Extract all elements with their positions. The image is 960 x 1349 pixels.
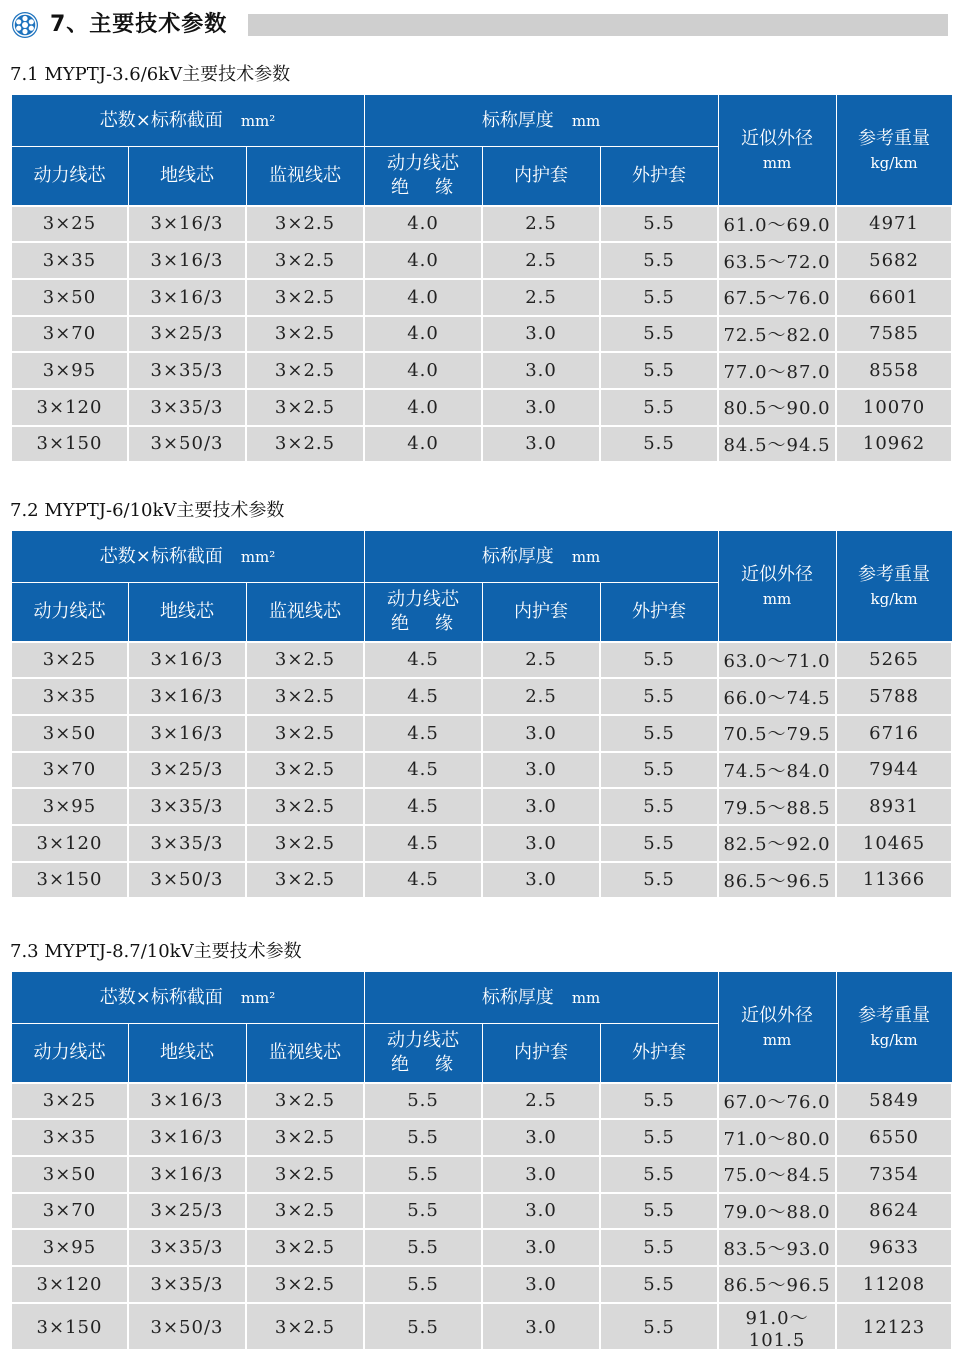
cell-outer-sheath: 5.5 — [600, 678, 718, 715]
cell-insulation: 5.5 — [364, 1193, 482, 1230]
cell-monitor-core: 3×2.5 — [246, 279, 364, 316]
cell-inner-sheath: 3.0 — [482, 352, 600, 389]
cell-insulation: 4.5 — [364, 642, 482, 679]
cell-outer-diameter: 84.5～94.5 — [718, 426, 836, 463]
cell-ground-core: 3×35/3 — [128, 1229, 246, 1266]
cell-outer-sheath: 5.5 — [600, 1266, 718, 1303]
cell-weight: 4971 — [836, 206, 952, 243]
table-row — [11, 1229, 952, 1266]
title-decoration-bar — [248, 14, 948, 36]
table-row — [11, 242, 952, 279]
table-row — [11, 715, 952, 752]
header-thickness: 标称厚度 mm — [364, 95, 718, 147]
cell-power-core: 3×150 — [11, 1303, 128, 1349]
cell-weight: 7354 — [836, 1156, 952, 1193]
table-row — [11, 752, 952, 789]
cell-power-core: 3×35 — [11, 1119, 128, 1156]
cell-ground-core: 3×25/3 — [128, 752, 246, 789]
cell-ground-core: 3×16/3 — [128, 715, 246, 752]
cell-outer-sheath: 5.5 — [600, 352, 718, 389]
cell-ground-core: 3×16/3 — [128, 678, 246, 715]
cell-insulation: 4.5 — [364, 862, 482, 899]
cell-power-core: 3×150 — [11, 862, 128, 899]
cell-outer-diameter: 77.0～87.0 — [718, 352, 836, 389]
cell-inner-sheath: 2.5 — [482, 678, 600, 715]
table-row — [11, 352, 952, 389]
section-title: 7.1 MYPTJ-3.6/6kV主要技术参数 — [10, 64, 291, 85]
cell-power-core: 3×120 — [11, 389, 128, 426]
header-weight: 参考重量 kg/km — [836, 95, 952, 206]
header-inner-sheath: 内护套 — [482, 583, 600, 642]
header-monitor-core: 监视线芯 — [246, 147, 364, 206]
cell-inner-sheath: 2.5 — [482, 206, 600, 243]
cell-outer-sheath: 5.5 — [600, 242, 718, 279]
cell-power-core: 3×25 — [11, 206, 128, 243]
cell-power-core: 3×25 — [11, 642, 128, 679]
cell-ground-core: 3×25/3 — [128, 1193, 246, 1230]
cell-outer-sheath: 5.5 — [600, 1156, 718, 1193]
cell-monitor-core: 3×2.5 — [246, 389, 364, 426]
cell-ground-core: 3×16/3 — [128, 242, 246, 279]
cell-power-core: 3×95 — [11, 352, 128, 389]
cell-inner-sheath: 3.0 — [482, 1156, 600, 1193]
header-ground-core: 地线芯 — [128, 1024, 246, 1083]
table-row — [11, 825, 952, 862]
cell-power-core: 3×35 — [11, 242, 128, 279]
cell-monitor-core: 3×2.5 — [246, 316, 364, 353]
cell-insulation: 4.0 — [364, 389, 482, 426]
logo-icon — [12, 12, 38, 38]
cell-monitor-core: 3×2.5 — [246, 1156, 364, 1193]
header-outer-diameter: 近似外径 mm — [718, 972, 836, 1083]
header-outer-diameter: 近似外径 mm — [718, 531, 836, 642]
cell-outer-sheath: 5.5 — [600, 1303, 718, 1349]
cell-outer-diameter: 72.5～82.0 — [718, 316, 836, 353]
cell-weight: 7944 — [836, 752, 952, 789]
cell-outer-sheath: 5.5 — [600, 1083, 718, 1120]
cell-outer-sheath: 5.5 — [600, 389, 718, 426]
cell-outer-sheath: 5.5 — [600, 825, 718, 862]
cell-monitor-core: 3×2.5 — [246, 1083, 364, 1120]
cell-outer-sheath: 5.5 — [600, 715, 718, 752]
cell-inner-sheath: 2.5 — [482, 642, 600, 679]
cell-power-core: 3×50 — [11, 279, 128, 316]
cell-power-core: 3×25 — [11, 1083, 128, 1120]
table-row — [11, 1083, 952, 1120]
cell-weight: 7585 — [836, 316, 952, 353]
table-row — [11, 389, 952, 426]
cell-monitor-core: 3×2.5 — [246, 1266, 364, 1303]
cell-ground-core: 3×16/3 — [128, 1083, 246, 1120]
cell-outer-diameter: 79.0～88.0 — [718, 1193, 836, 1230]
cell-outer-sheath: 5.5 — [600, 752, 718, 789]
table-row — [11, 206, 952, 243]
header-monitor-core: 监视线芯 — [246, 583, 364, 642]
cell-insulation: 4.0 — [364, 242, 482, 279]
cell-weight: 11208 — [836, 1266, 952, 1303]
header-thickness: 标称厚度 mm — [364, 972, 718, 1024]
table-row — [11, 316, 952, 353]
table-row — [11, 642, 952, 679]
cell-weight: 5849 — [836, 1083, 952, 1120]
cell-outer-diameter: 80.5～90.0 — [718, 389, 836, 426]
cell-power-core: 3×95 — [11, 788, 128, 825]
cell-outer-diameter: 79.5～88.5 — [718, 788, 836, 825]
cell-outer-diameter: 61.0～69.0 — [718, 206, 836, 243]
cell-outer-sheath: 5.5 — [600, 316, 718, 353]
page-header — [8, 8, 952, 42]
table-row — [11, 1119, 952, 1156]
header-insulation: 动力线芯 绝缘 — [364, 583, 482, 642]
header-insulation: 动力线芯 绝缘 — [364, 147, 482, 206]
cell-outer-diameter: 91.0～101.5 — [718, 1303, 836, 1349]
cell-insulation: 5.5 — [364, 1119, 482, 1156]
header-ground-core: 地线芯 — [128, 147, 246, 206]
cell-inner-sheath: 3.0 — [482, 1266, 600, 1303]
cell-weight: 10962 — [836, 426, 952, 463]
cell-weight: 9633 — [836, 1229, 952, 1266]
cell-outer-sheath: 5.5 — [600, 642, 718, 679]
header-core-section: 芯数×标称截面 mm² — [11, 95, 364, 147]
cell-inner-sheath: 3.0 — [482, 825, 600, 862]
cell-inner-sheath: 3.0 — [482, 389, 600, 426]
cell-weight: 8931 — [836, 788, 952, 825]
cell-outer-diameter: 70.5～79.5 — [718, 715, 836, 752]
cell-inner-sheath: 3.0 — [482, 1119, 600, 1156]
table-row — [11, 788, 952, 825]
cell-ground-core: 3×35/3 — [128, 352, 246, 389]
cell-monitor-core: 3×2.5 — [246, 426, 364, 463]
cell-weight: 10070 — [836, 389, 952, 426]
cell-ground-core: 3×50/3 — [128, 426, 246, 463]
table-row — [11, 426, 952, 463]
table-row — [11, 1303, 952, 1349]
spec-table — [10, 530, 953, 899]
table-row — [11, 279, 952, 316]
header-insulation: 动力线芯 绝缘 — [364, 1024, 482, 1083]
cell-outer-diameter: 63.5～72.0 — [718, 242, 836, 279]
cell-inner-sheath: 3.0 — [482, 715, 600, 752]
cell-outer-diameter: 74.5～84.0 — [718, 752, 836, 789]
header-power-core: 动力线芯 — [11, 583, 128, 642]
cell-inner-sheath: 3.0 — [482, 788, 600, 825]
spec-section-3 — [10, 941, 951, 1349]
cell-insulation: 4.0 — [364, 352, 482, 389]
cell-outer-sheath: 5.5 — [600, 426, 718, 463]
cell-weight: 5788 — [836, 678, 952, 715]
cell-power-core: 3×50 — [11, 1156, 128, 1193]
page-title: 7、主要技术参数 — [50, 12, 228, 37]
cell-power-core: 3×70 — [11, 316, 128, 353]
cell-ground-core: 3×16/3 — [128, 206, 246, 243]
cell-monitor-core: 3×2.5 — [246, 642, 364, 679]
header-outer-sheath: 外护套 — [600, 147, 718, 206]
cell-insulation: 4.5 — [364, 788, 482, 825]
header-inner-sheath: 内护套 — [482, 147, 600, 206]
cell-monitor-core: 3×2.5 — [246, 206, 364, 243]
cell-monitor-core: 3×2.5 — [246, 788, 364, 825]
cell-insulation: 4.5 — [364, 715, 482, 752]
cell-monitor-core: 3×2.5 — [246, 352, 364, 389]
cell-insulation: 4.0 — [364, 316, 482, 353]
cell-insulation: 5.5 — [364, 1083, 482, 1120]
spec-section-1 — [10, 64, 951, 463]
header-outer-diameter: 近似外径 mm — [718, 95, 836, 206]
cell-insulation: 5.5 — [364, 1303, 482, 1349]
cell-monitor-core: 3×2.5 — [246, 862, 364, 899]
cell-inner-sheath: 3.0 — [482, 862, 600, 899]
cell-outer-diameter: 66.0～74.5 — [718, 678, 836, 715]
cell-outer-diameter: 82.5～92.0 — [718, 825, 836, 862]
cell-weight: 5682 — [836, 242, 952, 279]
cell-ground-core: 3×16/3 — [128, 279, 246, 316]
cell-ground-core: 3×50/3 — [128, 1303, 246, 1349]
cell-ground-core: 3×16/3 — [128, 1119, 246, 1156]
header-thickness: 标称厚度 mm — [364, 531, 718, 583]
cell-ground-core: 3×16/3 — [128, 1156, 246, 1193]
cell-power-core: 3×50 — [11, 715, 128, 752]
header-power-core: 动力线芯 — [11, 147, 128, 206]
cell-weight: 8624 — [836, 1193, 952, 1230]
table-row — [11, 1156, 952, 1193]
cell-power-core: 3×70 — [11, 752, 128, 789]
cell-outer-diameter: 71.0～80.0 — [718, 1119, 836, 1156]
cell-monitor-core: 3×2.5 — [246, 1119, 364, 1156]
table-row — [11, 862, 952, 899]
spec-section-2 — [10, 500, 951, 899]
cell-ground-core: 3×50/3 — [128, 862, 246, 899]
cell-inner-sheath: 3.0 — [482, 316, 600, 353]
header-outer-sheath: 外护套 — [600, 1024, 718, 1083]
cell-outer-sheath: 5.5 — [600, 206, 718, 243]
cell-monitor-core: 3×2.5 — [246, 1193, 364, 1230]
cell-weight: 5265 — [836, 642, 952, 679]
cell-insulation: 5.5 — [364, 1229, 482, 1266]
header-ground-core: 地线芯 — [128, 583, 246, 642]
cell-monitor-core: 3×2.5 — [246, 242, 364, 279]
cell-monitor-core: 3×2.5 — [246, 678, 364, 715]
header-monitor-core: 监视线芯 — [246, 1024, 364, 1083]
cell-insulation: 4.5 — [364, 678, 482, 715]
cell-weight: 10465 — [836, 825, 952, 862]
cell-ground-core: 3×35/3 — [128, 1266, 246, 1303]
cell-outer-diameter: 83.5～93.0 — [718, 1229, 836, 1266]
cell-outer-sheath: 5.5 — [600, 862, 718, 899]
cell-monitor-core: 3×2.5 — [246, 825, 364, 862]
cell-inner-sheath: 3.0 — [482, 1303, 600, 1349]
cell-power-core: 3×150 — [11, 426, 128, 463]
table-row — [11, 1193, 952, 1230]
cell-monitor-core: 3×2.5 — [246, 1303, 364, 1349]
cell-outer-diameter: 67.0～76.0 — [718, 1083, 836, 1120]
header-power-core: 动力线芯 — [11, 1024, 128, 1083]
cell-weight: 8558 — [836, 352, 952, 389]
cell-insulation: 4.5 — [364, 752, 482, 789]
cell-insulation: 4.5 — [364, 825, 482, 862]
spec-table — [10, 971, 953, 1349]
header-weight: 参考重量 kg/km — [836, 972, 952, 1083]
cell-inner-sheath: 3.0 — [482, 426, 600, 463]
cell-power-core: 3×35 — [11, 678, 128, 715]
cell-insulation: 5.5 — [364, 1156, 482, 1193]
cell-monitor-core: 3×2.5 — [246, 752, 364, 789]
cell-power-core: 3×95 — [11, 1229, 128, 1266]
cell-inner-sheath: 2.5 — [482, 242, 600, 279]
cell-outer-diameter: 86.5～96.5 — [718, 862, 836, 899]
cell-inner-sheath: 2.5 — [482, 1083, 600, 1120]
cell-inner-sheath: 2.5 — [482, 279, 600, 316]
header-outer-sheath: 外护套 — [600, 583, 718, 642]
spec-table — [10, 94, 953, 463]
header-inner-sheath: 内护套 — [482, 1024, 600, 1083]
section-title: 7.3 MYPTJ-8.7/10kV主要技术参数 — [10, 941, 302, 962]
cell-weight: 6601 — [836, 279, 952, 316]
cell-ground-core: 3×35/3 — [128, 788, 246, 825]
cell-ground-core: 3×35/3 — [128, 389, 246, 426]
cell-ground-core: 3×16/3 — [128, 642, 246, 679]
cell-weight: 6550 — [836, 1119, 952, 1156]
cell-outer-diameter: 75.0～84.5 — [718, 1156, 836, 1193]
header-weight: 参考重量 kg/km — [836, 531, 952, 642]
cell-power-core: 3×70 — [11, 1193, 128, 1230]
cell-outer-sheath: 5.5 — [600, 1119, 718, 1156]
cell-weight: 6716 — [836, 715, 952, 752]
cell-ground-core: 3×25/3 — [128, 316, 246, 353]
cell-monitor-core: 3×2.5 — [246, 1229, 364, 1266]
cell-insulation: 4.0 — [364, 206, 482, 243]
cell-power-core: 3×120 — [11, 1266, 128, 1303]
cell-insulation: 4.0 — [364, 426, 482, 463]
cell-weight: 12123 — [836, 1303, 952, 1349]
cell-inner-sheath: 3.0 — [482, 1193, 600, 1230]
cell-insulation: 5.5 — [364, 1266, 482, 1303]
cell-outer-sheath: 5.5 — [600, 788, 718, 825]
cell-monitor-core: 3×2.5 — [246, 715, 364, 752]
cell-outer-sheath: 5.5 — [600, 1229, 718, 1266]
cell-outer-diameter: 86.5～96.5 — [718, 1266, 836, 1303]
header-core-section: 芯数×标称截面 mm² — [11, 531, 364, 583]
cell-insulation: 4.0 — [364, 279, 482, 316]
cell-inner-sheath: 3.0 — [482, 752, 600, 789]
cell-power-core: 3×120 — [11, 825, 128, 862]
cell-outer-sheath: 5.5 — [600, 279, 718, 316]
cell-outer-diameter: 63.0～71.0 — [718, 642, 836, 679]
table-row — [11, 678, 952, 715]
header-core-section: 芯数×标称截面 mm² — [11, 972, 364, 1024]
section-title: 7.2 MYPTJ-6/10kV主要技术参数 — [10, 500, 285, 521]
cell-weight: 11366 — [836, 862, 952, 899]
cell-outer-diameter: 67.5～76.0 — [718, 279, 836, 316]
cell-outer-sheath: 5.5 — [600, 1193, 718, 1230]
cell-inner-sheath: 3.0 — [482, 1229, 600, 1266]
table-row — [11, 1266, 952, 1303]
cell-ground-core: 3×35/3 — [128, 825, 246, 862]
